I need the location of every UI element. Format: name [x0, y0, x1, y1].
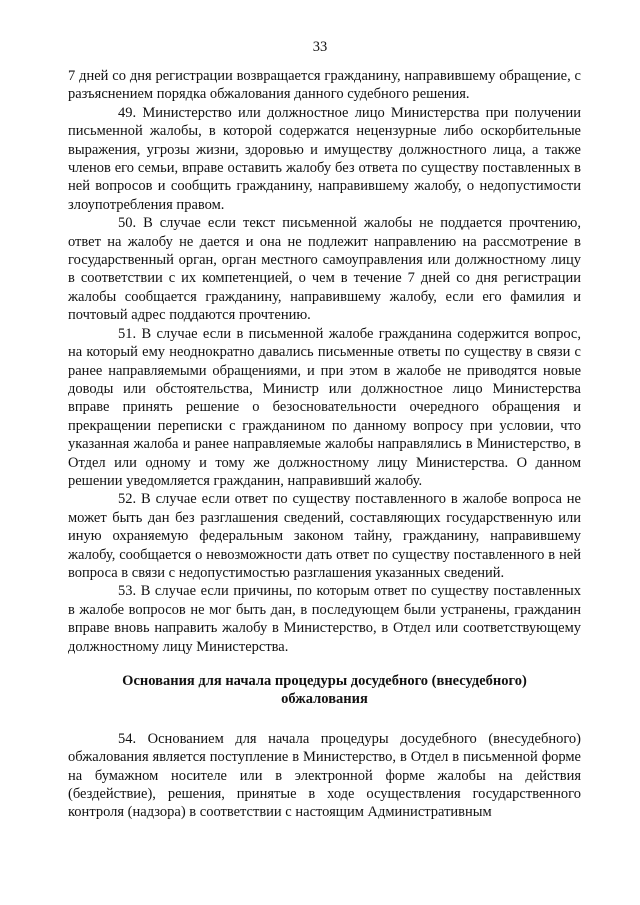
paragraph-51: 51. В случае если в письменной жалобе гражданина содержится вопрос, на который ему неоднократно давались письменные ответы по существу в связи с ранее направляемыми обращениями, и при этом в жалобе не приводятся новые доводы или обстоятельства, Министр или должностное лицо Министерства вправе принять решение о безосновательности очередного обращения и прекращении переписки с гражданином по данному вопросу при условии, что указанная жалоба и ранее направляемые жалобы направлялись в Министерство, в Отдел или одному и тому же должностному лицу Министерства. О данном решении уведомляется гражданин, направивший жалобу. — [68, 325, 581, 489]
paragraph-continuation: 7 дней со дня регистрации возвращается гражданину, направившему обращение, с разъяснением порядка обжалования данного судебного решения. — [68, 68, 581, 103]
page-number: 33 — [312, 39, 328, 55]
section-heading — [68, 672, 581, 709]
section-heading-line-2: обжалования — [281, 691, 368, 708]
paragraph-50: 50. В случае если текст письменной жалобы не поддается прочтению, ответ на жалобу не дается и она не подлежит направлению на рассмотрение в государственный орган, орган местного самоуправления или должностному лицу в соответствии с их компетенцией, о чем в течение 7 дней со дня регистрации жалобы сообщается гражданину, направившему жалобу, если его фамилия и почтовый адрес поддаются прочтению. — [68, 215, 581, 324]
paragraph-49: 49. Министерство или должностное лицо Министерства при получении письменной жалобы, в которой содержатся нецензурные либо оскорбительные выражения, угрозы жизни, здоровью и имуществу должностного лица, а также членов его семьи, вправе оставить жалобу без ответа по существу поставленных в ней вопросов и сообщить гражданину, направившему жалобу, о недопустимости злоупотребления правом. — [68, 104, 581, 213]
paragraph-52: 52. В случае если ответ по существу поставленного в жалобе вопроса не может быть дан без разглашения сведений, составляющих государственную или иную охраняемую федеральным законом тайну, гражданину, направившему жалобу, сообщается о невозможности дать ответ по существу поставленного в ней вопроса в связи с недопустимостью разглашения указанных сведений. — [68, 491, 581, 581]
section-heading-line-1: Основания для начала процедуры досудебного (внесудебного) — [122, 673, 527, 689]
document-body — [68, 67, 581, 822]
paragraph-53: 53. В случае если причины, по которым ответ по существу поставленных в жалобе вопросов не мог быть дан, в последующем были устранены, гражданин вправе вновь направить жалобу в Министерство, в Отдел или соответствующему должностному лицу Министерства. — [68, 583, 581, 655]
paragraph-54: 54. Основанием для начала процедуры досудебного (внесудебного) обжалования является поступление в Министерство, в Отдел в письменной форме на бумажном носителе или в электронной форме жалобы на действия (бездействие), решения, принятые в ходе осуществления государственного контроля (надзора) в соответствии с настоящим Административным — [68, 730, 581, 821]
